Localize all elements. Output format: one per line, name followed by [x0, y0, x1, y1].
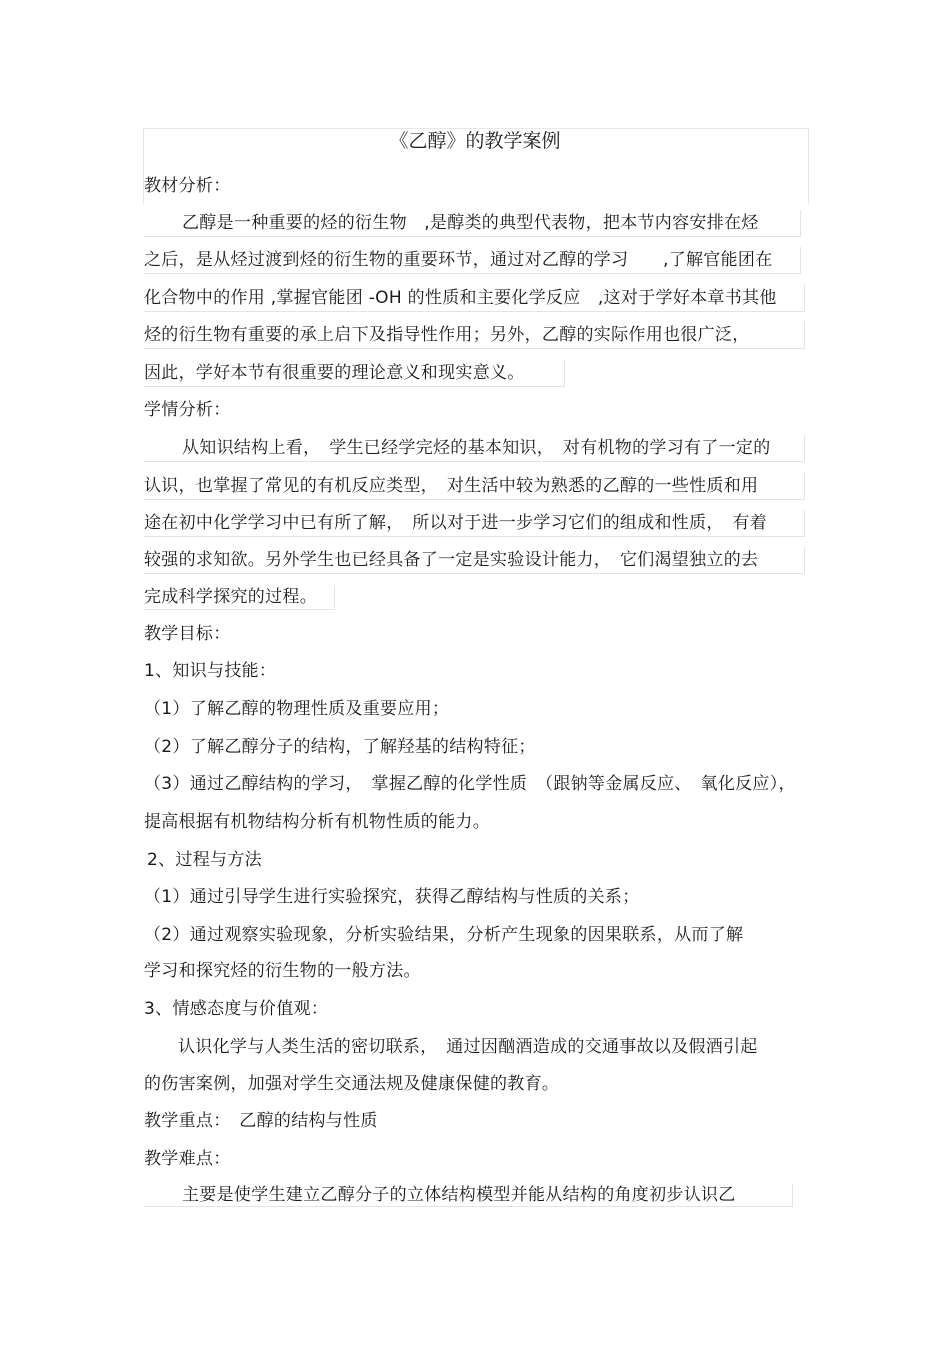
heading-student-analysis: 学情分析： [144, 400, 231, 420]
document-title: 《乙醇》的教学案例 [389, 130, 561, 152]
subheading-attitude-values: 3、情感态度与价值观： [144, 999, 329, 1019]
paragraph-line: 认识，也掌握了常见的有机反应类型， 对生活中较为熟悉的乙醇的一些性质和用 [144, 476, 759, 496]
subheading-process-method: 2、过程与方法 [147, 850, 262, 870]
heading-teaching-goals: 教学目标： [144, 624, 231, 644]
heading-difficulties: 教学难点： [144, 1149, 231, 1169]
goal-item: （1）了解乙醇的物理性质及重要应用； [144, 699, 450, 719]
goal-item: 提高根据有机物结构分析有机物性质的能力。 [144, 812, 490, 832]
paragraph-line: 完成科学探究的过程。 [144, 587, 317, 607]
paragraph-line: 主要是使学生建立乙醇分子的立体结构模型并能从结构的角度初步认识乙 [182, 1185, 736, 1205]
paragraph-line: 化合物中的作用 ,掌握官能团 -OH 的性质和主要化学反应 ,这对于学好本章书其他 [144, 288, 777, 308]
paragraph-line: 烃的衍生物有重要的承上启下及指导性作用；另外，乙醇的实际作用也很广泛， [144, 325, 750, 345]
paragraph-line: 之后，是从烃过渡到烃的衍生物的重要环节，通过对乙醇的学习 ,了解官能团在 [144, 250, 773, 270]
paragraph-line: 的伤害案例，加强对学生交通法规及健康保健的教育。 [144, 1074, 560, 1094]
paragraph-line: 从知识结构上看， 学生已经学完烃的基本知识， 对有机物的学习有了一定的 [182, 438, 771, 458]
goal-item: （1）通过引导学生进行实验探究，获得乙醇结构与性质的关系； [144, 887, 640, 907]
paragraph-line: 因此，学好本节有很重要的理论意义和现实意义。 [144, 363, 525, 383]
goal-item: （3）通过乙醇结构的学习， 掌握乙醇的化学性质 （跟钠等金属反应、 氧化反应）， [144, 774, 796, 794]
heading-textbook-analysis: 教材分析： [144, 176, 231, 196]
paragraph-line: 较强的求知欲。另外学生也已经具备了一定是实验设计能力， 它们渴望独立的去 [144, 550, 759, 570]
paragraph-line: 途在初中化学学习中已有所了解， 所以对于进一步学习它们的组成和性质， 有着 [144, 513, 768, 533]
goal-item: 学习和探究烃的衍生物的一般方法。 [144, 961, 421, 981]
subheading-knowledge-skills: 1、知识与技能： [144, 661, 277, 681]
paragraph-line: 乙醇是一种重要的烃的衍生物 ,是醇类的典型代表物，把本节内容安排在烃 [182, 213, 759, 233]
paragraph-line: 认识化学与人类生活的密切联系， 通过因酗酒造成的交通事故以及假酒引起 [178, 1037, 758, 1057]
heading-key-points: 教学重点： 乙醇的结构与性质 [144, 1111, 378, 1131]
goal-item: （2）通过观察实验现象，分析实验结果，分析产生现象的因果联系，从而了解 [144, 925, 744, 945]
goal-item: （2）了解乙醇分子的结构，了解羟基的结构特征； [144, 737, 536, 757]
